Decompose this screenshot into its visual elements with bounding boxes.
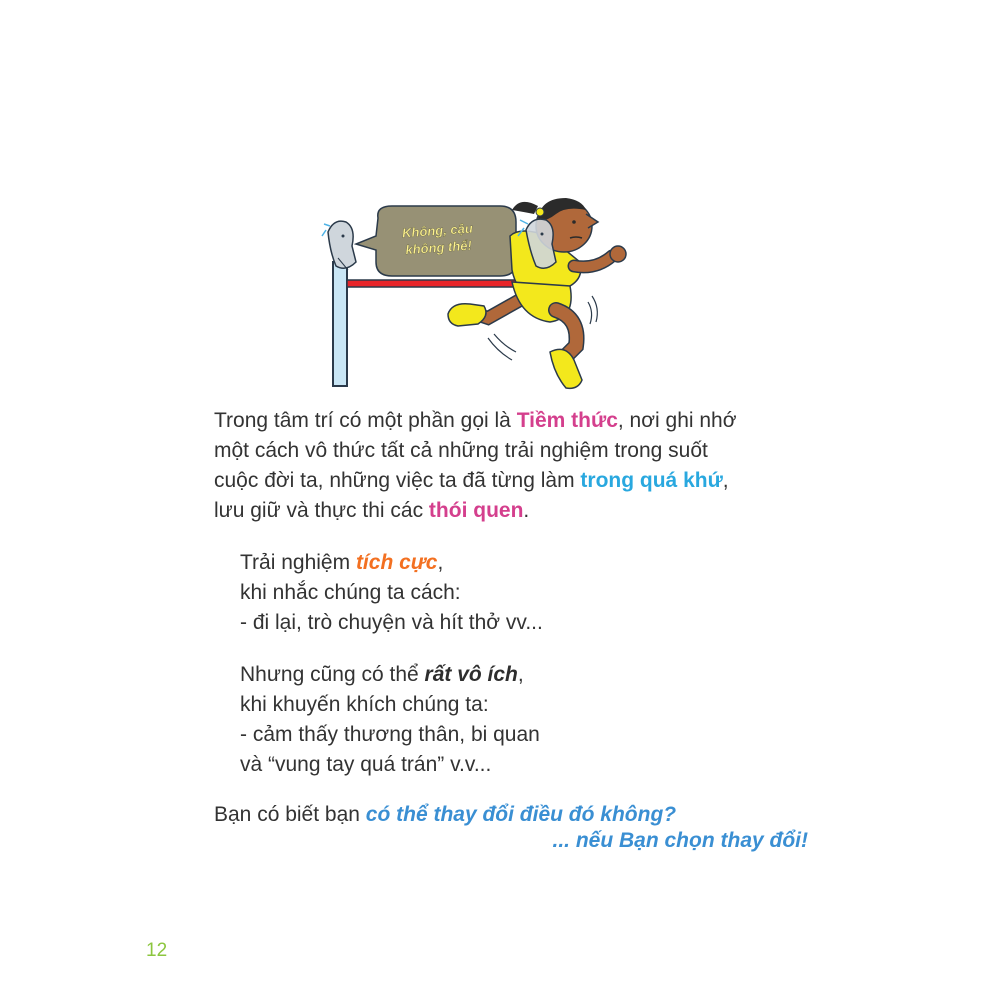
p1-line-3-text: cuộc đời ta, những việc ta đã từng làm bbox=[214, 469, 581, 492]
p3-line-1-tail: , bbox=[517, 663, 524, 686]
speech-line-2: không thể! bbox=[404, 237, 473, 258]
p2-line-1-tail: , bbox=[437, 551, 444, 574]
page-number: 12 bbox=[146, 940, 168, 961]
p1-line-2: một cách vô thức tất cả những trải nghiệm trong suốt bbox=[214, 439, 708, 462]
p1-line-1 bbox=[214, 406, 737, 436]
paragraph-negative bbox=[240, 660, 540, 780]
highlight-co-the-thay-doi: có thể thay đổi điều đó không? bbox=[365, 803, 677, 826]
p1-line-1-text: Trong tâm trí có một phần gọi là bbox=[214, 409, 517, 432]
highlight-thoi-quen: thói quen bbox=[428, 499, 524, 522]
p3-line-2: khi khuyến khích chúng ta: bbox=[240, 693, 489, 716]
highlight-rat-vo-ich: rất vô ích bbox=[424, 663, 518, 686]
p4-line-1-text: Bạn có biết bạn bbox=[214, 803, 366, 826]
p1-line-3 bbox=[214, 466, 737, 496]
p3-line-1 bbox=[240, 660, 540, 690]
p1-line-4 bbox=[214, 496, 737, 526]
p2-line-1-text: Trải nghiệm bbox=[240, 551, 356, 574]
p2-line-3: - đi lại, trò chuyện và hít thở vv... bbox=[240, 611, 543, 634]
highlight-trong-qua-khu: trong quá khứ bbox=[580, 469, 723, 492]
p3-line-3: - cảm thấy thương thân, bi quan bbox=[240, 723, 540, 746]
ghost-figure bbox=[322, 221, 356, 270]
p2-line-1 bbox=[240, 548, 543, 578]
p4-line-2-closing: ... nếu Bạn chọn thay đổi! bbox=[552, 829, 808, 852]
paragraph-subconscious bbox=[214, 406, 737, 526]
hurdle-post bbox=[333, 262, 347, 386]
p3-line-1-text: Nhưng cũng có thể bbox=[240, 663, 425, 686]
p1-line-4-text: lưu giữ và thực thi các bbox=[214, 499, 429, 522]
p1-line-1-tail: , nơi ghi nhớ bbox=[617, 409, 737, 432]
p3-line-4: và “vung tay quá trán” v.v... bbox=[240, 753, 492, 776]
paragraph-positive bbox=[240, 548, 543, 638]
p2-line-2: khi nhắc chúng ta cách: bbox=[240, 581, 461, 604]
speech-line-1: Không, cậu bbox=[401, 220, 474, 241]
highlight-tiem-thuc: Tiềm thức bbox=[516, 409, 618, 432]
p1-line-3-tail: , bbox=[722, 469, 729, 492]
p1-line-4-tail: . bbox=[523, 499, 530, 522]
highlight-tich-cuc: tích cực bbox=[355, 551, 438, 574]
